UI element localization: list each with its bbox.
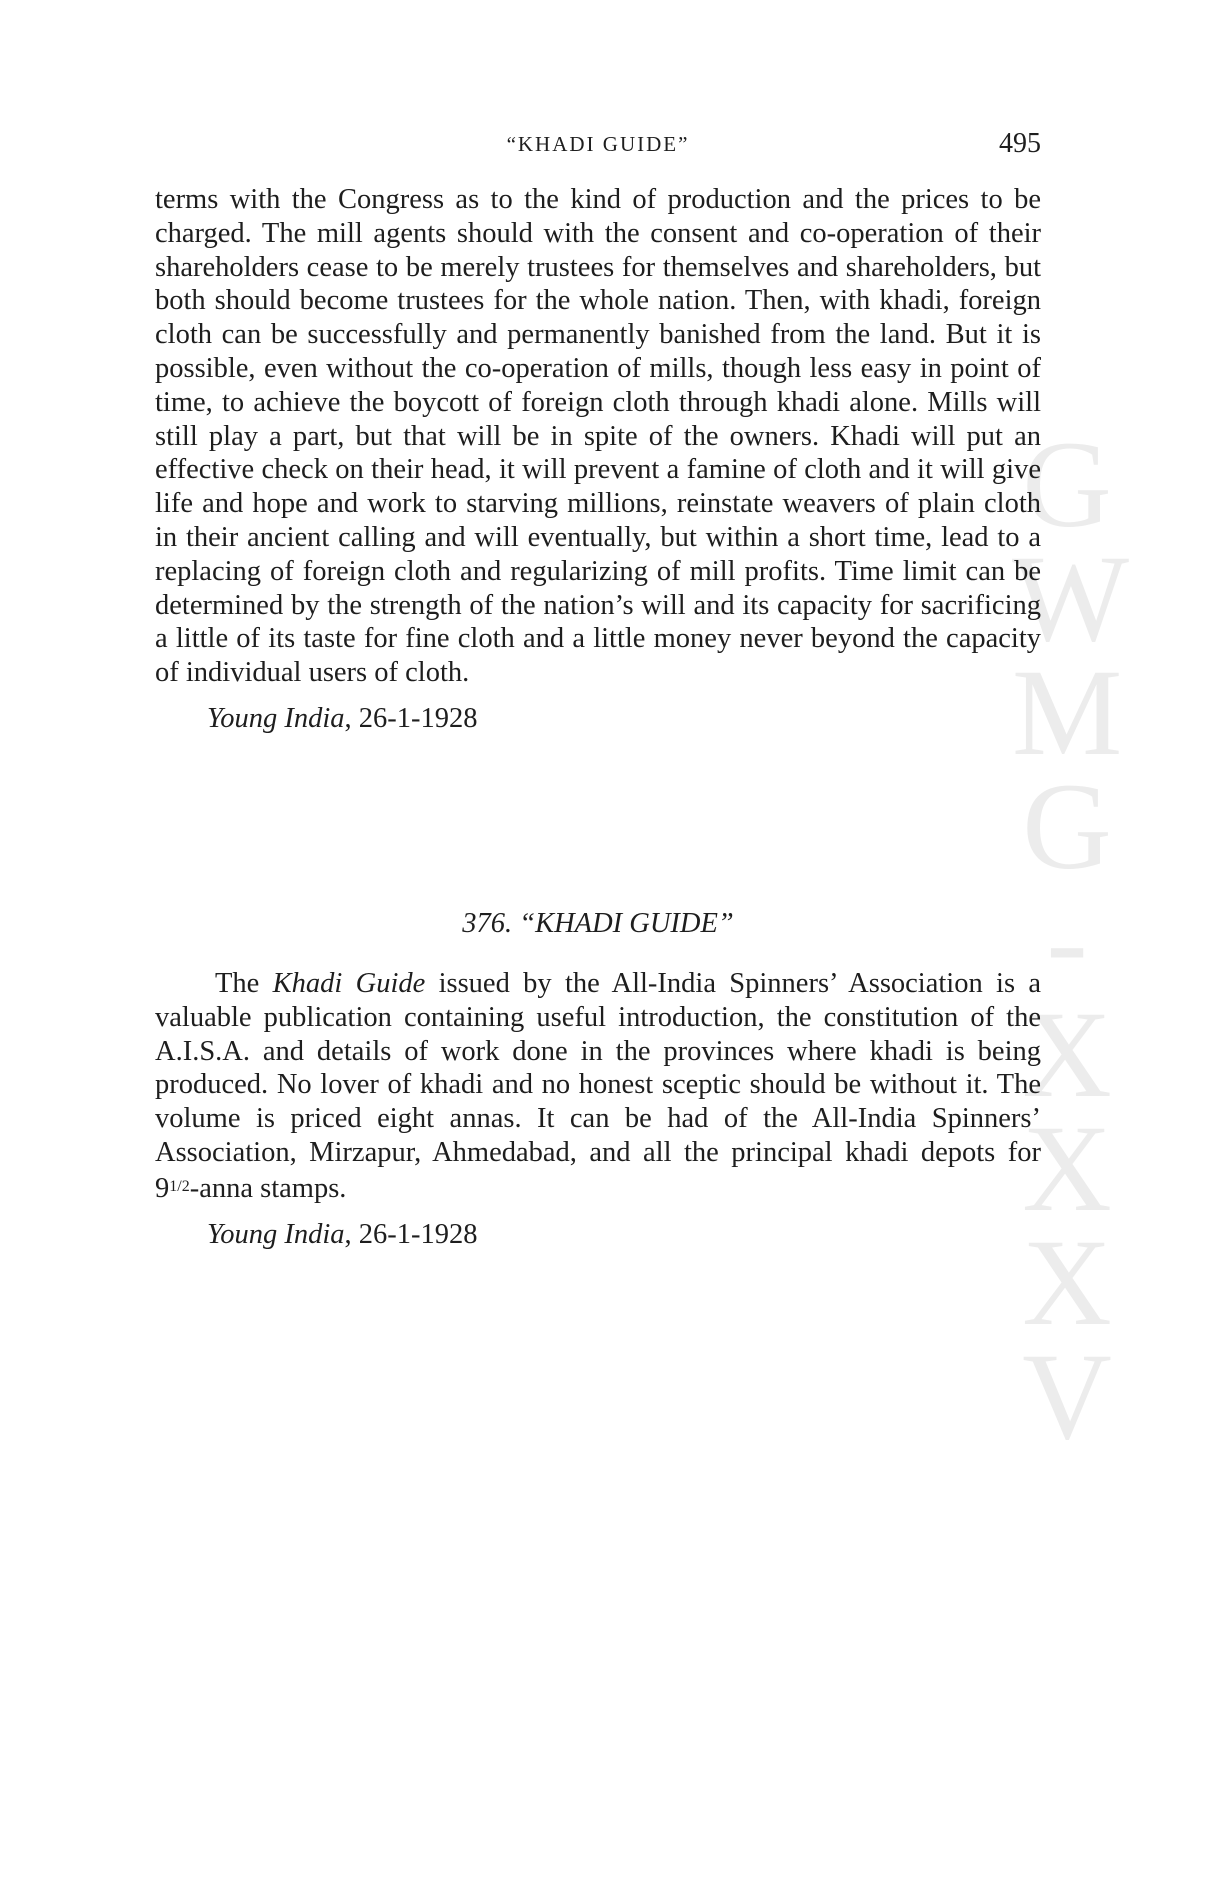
page-number: 495 xyxy=(999,128,1041,159)
citation xyxy=(207,1218,1041,1252)
citation-source: Young India xyxy=(207,1218,345,1250)
continued-paragraph: terms with the Congress as to the kind of production and the prices to be charged. The mill agents should with the consent and co-operation of their shareholders cease to be merely trustees for themselves and shareholders, but both should become trustees for the whole nation. Then, with khadi, foreign cloth can be successfully and permanently banished from the land. But it is possible, even without the co-operation of mills, though less easy in point of time, to achieve the boycott of foreign cloth through khadi alone. Mills will still play a part, but that will be in spite of the owners. Khadi will put an effective check on their head, it will prevent a famine of cloth and it will give life and hope and work to starving millions, reinstate weavers of plain cloth in their ancient calling and will eventually, but within a short time, lead to a replacing of foreign cloth and regularizing of mill profits. Time limit can be determined by the strength of the nation’s will and its capacity for sacrificing a little of its taste for fine cloth and a little money never beyond the capacity of individual users of cloth. xyxy=(155,184,1041,689)
citation-date: , 26-1-1928 xyxy=(344,702,478,734)
paragraph-end: -anna stamps. xyxy=(189,1172,347,1204)
citation-source: Young India xyxy=(207,702,345,734)
section-text-block xyxy=(155,967,1041,1251)
citation-date: , 26-1-1928 xyxy=(344,1218,478,1250)
watermark-letter: W xyxy=(1012,530,1130,667)
paragraph-body: issued by the All-India Spinners’ Association is a valuable publication containing useful introduction, the constitution of the A.I.S.A. and details of work done in the provinces where khadi is being produced. No lover of khadi and no honest sceptic should be without it. The volume is priced eight annas. It can be had of the All-India Spinners’ Association, Mirzapur, Ahmedabad, and all the principal khadi depots for 9 xyxy=(155,968,1041,1204)
watermark-letter: X xyxy=(1022,986,1112,1123)
section-heading: 376. “KHADI GUIDE” xyxy=(462,908,734,939)
continued-text-block xyxy=(155,183,1041,736)
watermark-letter: M xyxy=(1012,644,1123,781)
running-header xyxy=(155,128,1041,164)
paragraph-lead: The xyxy=(215,968,273,999)
running-title: “KHADI GUIDE” xyxy=(506,132,690,156)
watermark-letter: X xyxy=(1022,1100,1112,1237)
watermark-letter: G xyxy=(1022,758,1112,895)
watermark-letter: V xyxy=(1022,1328,1112,1465)
watermark-letter: X xyxy=(1022,1214,1112,1351)
section-paragraph xyxy=(155,967,1041,1206)
citation xyxy=(207,702,1041,736)
watermark-letter: - xyxy=(1046,872,1088,1009)
fraction: 1/2 xyxy=(169,1177,190,1195)
watermark-letter: G xyxy=(1022,416,1112,553)
publication-title: Khadi Guide xyxy=(272,968,426,999)
